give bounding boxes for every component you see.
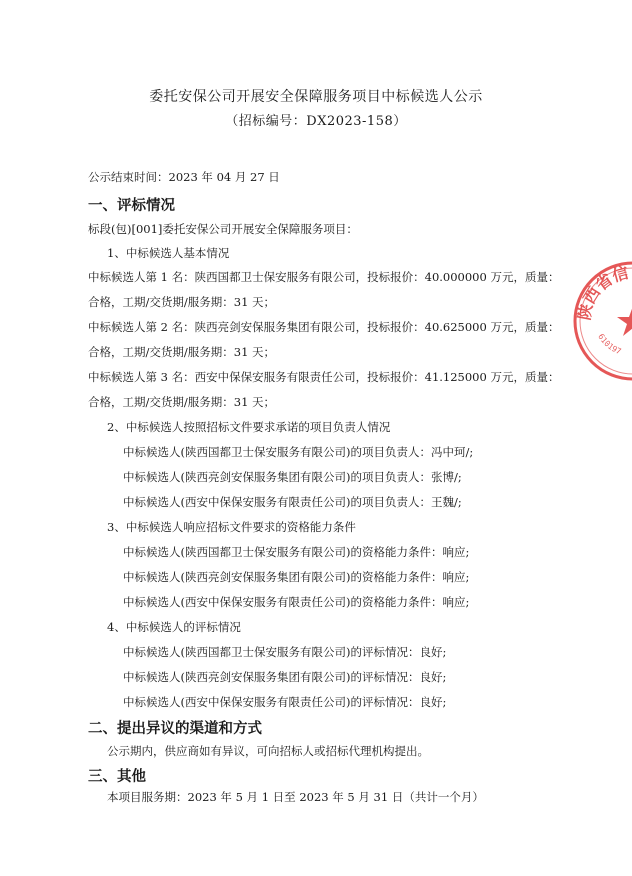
candidate-3-line: 中标候选人第 3 名：西安中保保安服务有限责任公司，投标报价：41.125000 万元，质量： [88,370,560,384]
candidate-2-line: 中标候选人第 2 名：陕西亮剑安保服务集团有限公司，投标报价：40.625000 万元，质量： [88,320,560,334]
candidate-3-line-cont: 合格，工期/交货期/服务期：31 天； [88,395,276,409]
candidate-2-line-cont: 合格，工期/交货期/服务期：31 天； [88,345,276,359]
qualification-line-3: 中标候选人(西安中保保安服务有限责任公司)的资格能力条件：响应; [123,595,470,609]
subsection-2-heading: 2、中标候选人按照招标文件要求承诺的项目负责人情况 [107,420,391,434]
project-manager-line-2: 中标候选人(陕西亮剑安保服务集团有限公司)的项目负责人：张博/; [123,470,462,484]
evaluation-line-1: 中标候选人(陕西国都卫士保安服务有限公司)的评标情况：良好; [123,645,447,659]
document-title: 委托安保公司开展安全保障服务项目中标候选人公示 [149,89,483,105]
publicity-end-time: 公示结束时间：2023 年 04 月 27 日 [88,170,280,184]
evaluation-line-3: 中标候选人(西安中保保安服务有限责任公司)的评标情况：良好; [123,695,447,709]
official-seal [568,256,632,386]
seal-number: 610197 [596,332,623,357]
subsection-4-heading: 4、中标候选人的评标情况 [107,620,241,634]
candidate-1-line-cont: 合格，工期/交货期/服务期：31 天； [88,295,276,309]
svg-text:陕西省信 [575,263,631,322]
section-1-heading: 一、评标情况 [88,198,175,214]
seal-text: 陕西省信 [574,262,631,322]
seal-star-icon [617,306,632,336]
service-period-text: 本项目服务期：2023 年 5 月 1 日至 2023 年 5 月 31 日（共计一个月） [107,790,484,804]
subsection-1-heading: 1、中标候选人基本情况 [107,246,230,260]
subsection-3-heading: 3、中标候选人响应招标文件要求的资格能力条件 [107,520,356,534]
section-2-heading: 二、提出异议的渠道和方式 [88,721,262,737]
lot-line: 标段(包)[001]委托安保公司开展安全保障服务项目： [88,222,358,236]
project-manager-line-3: 中标候选人(西安中保保安服务有限责任公司)的项目负责人：王魏/; [123,495,462,509]
section-3-heading: 三、其他 [88,769,146,785]
tender-number: （招标编号：DX2023-158） [225,114,407,129]
qualification-line-2: 中标候选人(陕西亮剑安保服务集团有限公司)的资格能力条件：响应; [123,570,470,584]
svg-text:610197 [596,332,622,356]
project-manager-line-1: 中标候选人(陕西国都卫士保安服务有限公司)的项目负责人：冯中珂/; [123,445,474,459]
evaluation-line-2: 中标候选人(陕西亮剑安保服务集团有限公司)的评标情况：良好; [123,670,447,684]
objection-text: 公示期内，供应商如有异议，可向招标人或招标代理机构提出。 [107,744,429,758]
qualification-line-1: 中标候选人(陕西国都卫士保安服务有限公司)的资格能力条件：响应; [123,545,470,559]
candidate-1-line: 中标候选人第 1 名：陕西国都卫士保安服务有限公司，投标报价：40.000000 万元，质量： [88,270,560,284]
